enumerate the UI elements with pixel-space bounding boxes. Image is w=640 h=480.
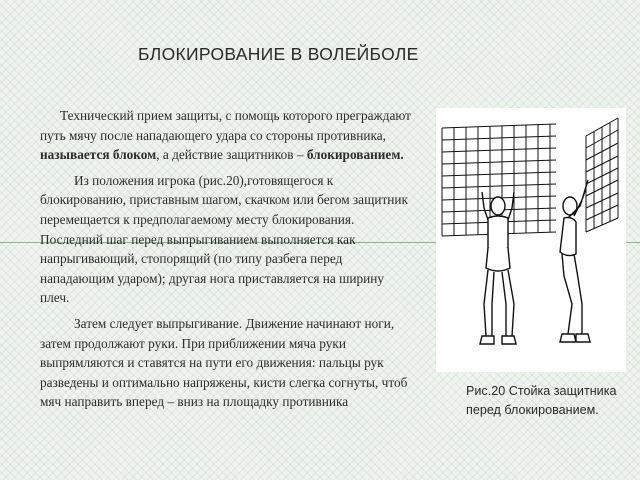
paragraph1-text-b: , а действие защитников –: [156, 147, 307, 163]
term-block: называется блоком: [40, 147, 157, 163]
player-front: [480, 192, 516, 344]
figure-blocker-stance: [436, 108, 626, 372]
paragraph-definition: [40, 106, 412, 165]
slide-title: БЛОКИРОВАНИЕ В ВОЛЕЙБОЛЕ: [138, 44, 419, 64]
figure-caption: Рис.20 Стойка защитника перед блокированием.: [466, 384, 617, 417]
paragraph1-text-a: Технический прием защиты, с помощь которого преграждают путь мячу после нападающего удара со стороны противника,: [40, 108, 411, 143]
body-text: [40, 106, 412, 418]
paragraph-movement: Из положения игрока (рис.20),готовящегося к блокированию, приставным шагом, скачком или бегом защитник перемещается к предполагаемому месту блокирования. Последний шаг перед выпрыгиванием выполняется как напрыгивающий, стопорящий (по типу разбега перед нападающим ударом); другая нога приставляется на ширину плеч.: [40, 172, 408, 306]
net-right: [586, 118, 618, 232]
blocker-illustration: [436, 108, 626, 372]
paragraph-jump: Затем следует выпрыгивание. Движение начинают ноги, затем продолжают руки. При приближении мяча руки выпрямляются и ставятся на пути его движения: пальцы рук разведены и оптимально напряжены, кисти слегка согнуты, чтоб мяч направить вперед – вниз на площадку противника: [40, 315, 408, 410]
term-blocking: блокированием.: [306, 147, 404, 163]
